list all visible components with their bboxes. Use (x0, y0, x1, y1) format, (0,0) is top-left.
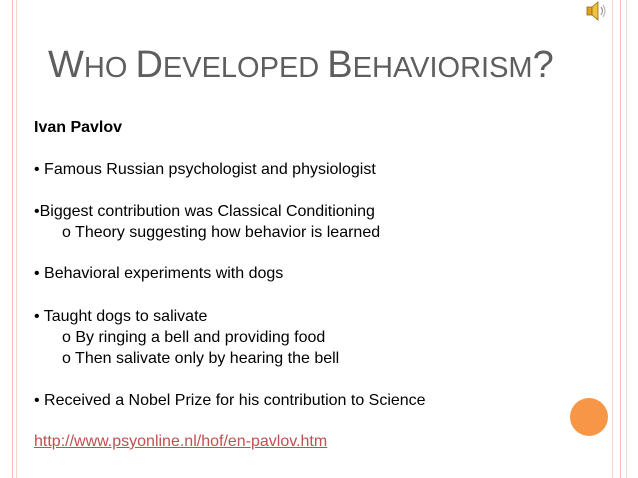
title-part: EVELOPED (162, 52, 328, 84)
speaker-name-heading: Ivan Pavlov (34, 119, 123, 136)
title-part: D (135, 44, 163, 86)
title-part: B (327, 44, 353, 86)
speaker-icon[interactable] (586, 0, 610, 22)
bullet-item: •Biggest contribution was Classical Conditioning (34, 203, 375, 220)
orange-circle-decoration (570, 398, 608, 436)
bullet-item: • Famous Russian psychologist and physiologist (34, 161, 376, 178)
right-border-line-inner (612, 0, 613, 478)
right-border-line (620, 0, 621, 478)
slide-title (48, 44, 554, 87)
sub-bullet-item: o Theory suggesting how behavior is learned (62, 224, 381, 241)
sub-bullet-item: o By ringing a bell and providing food (62, 329, 326, 346)
left-border-line-inner (16, 0, 17, 478)
title-part: W (48, 44, 84, 86)
sub-bullet-item: o Then salivate only by hearing the bell (62, 350, 340, 367)
title-part: EHAVIORISM (352, 52, 533, 84)
bullet-item: • Behavioral experiments with dogs (34, 265, 284, 282)
title-part: ? (532, 44, 554, 86)
right-border-line-outer (626, 0, 627, 478)
left-border-line (12, 0, 13, 478)
title-part: HO (83, 52, 136, 84)
bullet-item: • Taught dogs to salivate (34, 308, 208, 325)
bullet-item: • Received a Nobel Prize for his contribution to Science (34, 392, 426, 409)
source-link[interactable]: http://www.psyonline.nl/hof/en-pavlov.htm (34, 433, 328, 450)
